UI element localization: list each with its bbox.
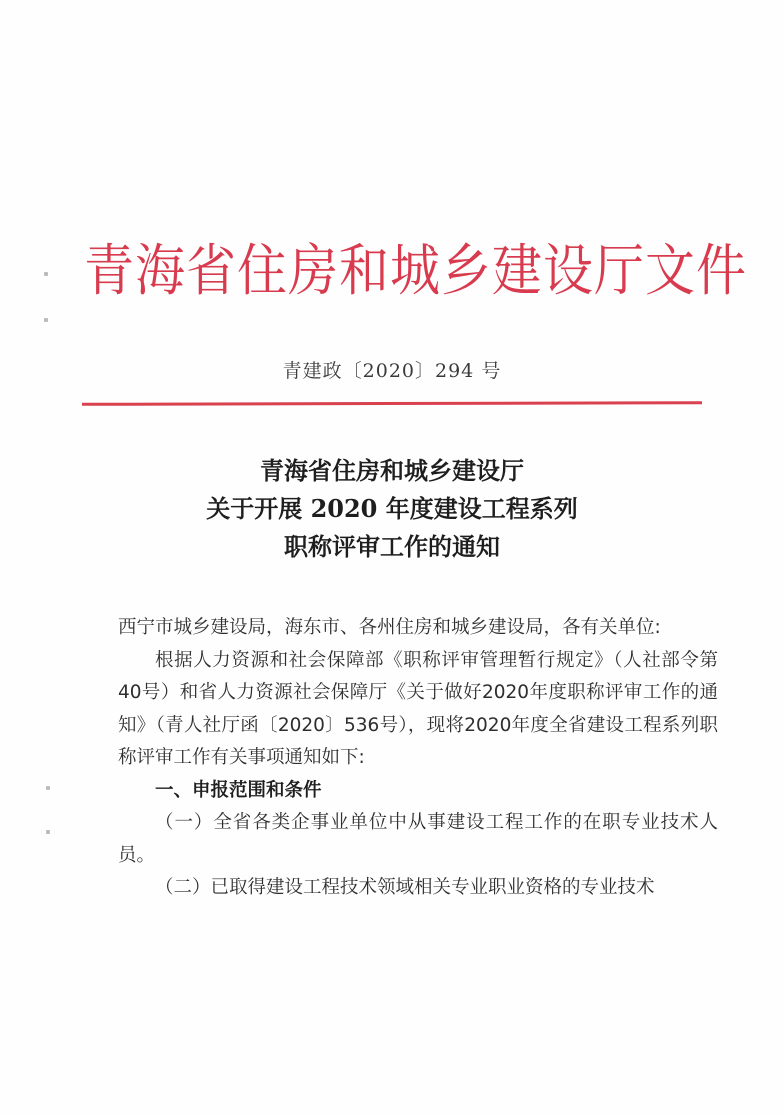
intro-paragraph: 根据人力资源和社会保障部《职称评审管理暂行规定》（人社部令第40号）和省人力资源社会保障厅《关于做好2020年度职称评审工作的通知》（青人社厅函〔2020〕536号），现将2020年度全省建设工程系列职称评审工作有关事项通知如下:: [118, 649, 718, 768]
document-title: [0, 452, 784, 566]
section-item-1: （一）全省各类企事业单位中从事建设工程工作的在职专业技术人员。: [118, 812, 718, 866]
margin-mark: [46, 786, 50, 790]
document-body: [118, 612, 718, 905]
title-line-3: 职称评审工作的通知: [284, 532, 500, 561]
margin-mark: [46, 830, 50, 834]
title-line-1: 青海省住房和城乡建设厅: [260, 456, 524, 485]
document-header: 青海省住房和城乡建设厅文件: [84, 238, 747, 304]
recipients: 西宁市城乡建设局，海东市、各州住房和城乡建设局，各有关单位:: [118, 617, 661, 638]
margin-mark: [44, 318, 48, 322]
document-number: 青建政〔2020〕294 号: [282, 360, 502, 382]
title-line-2: 关于开展 2020 年度建设工程系列: [206, 494, 578, 523]
margin-mark: [44, 272, 48, 276]
red-divider-line: [82, 401, 702, 406]
section-heading: 一、申报范围和条件: [155, 779, 322, 801]
section-item-2: （二）已取得建设工程技术领域相关专业职业资格的专业技术: [155, 877, 655, 898]
